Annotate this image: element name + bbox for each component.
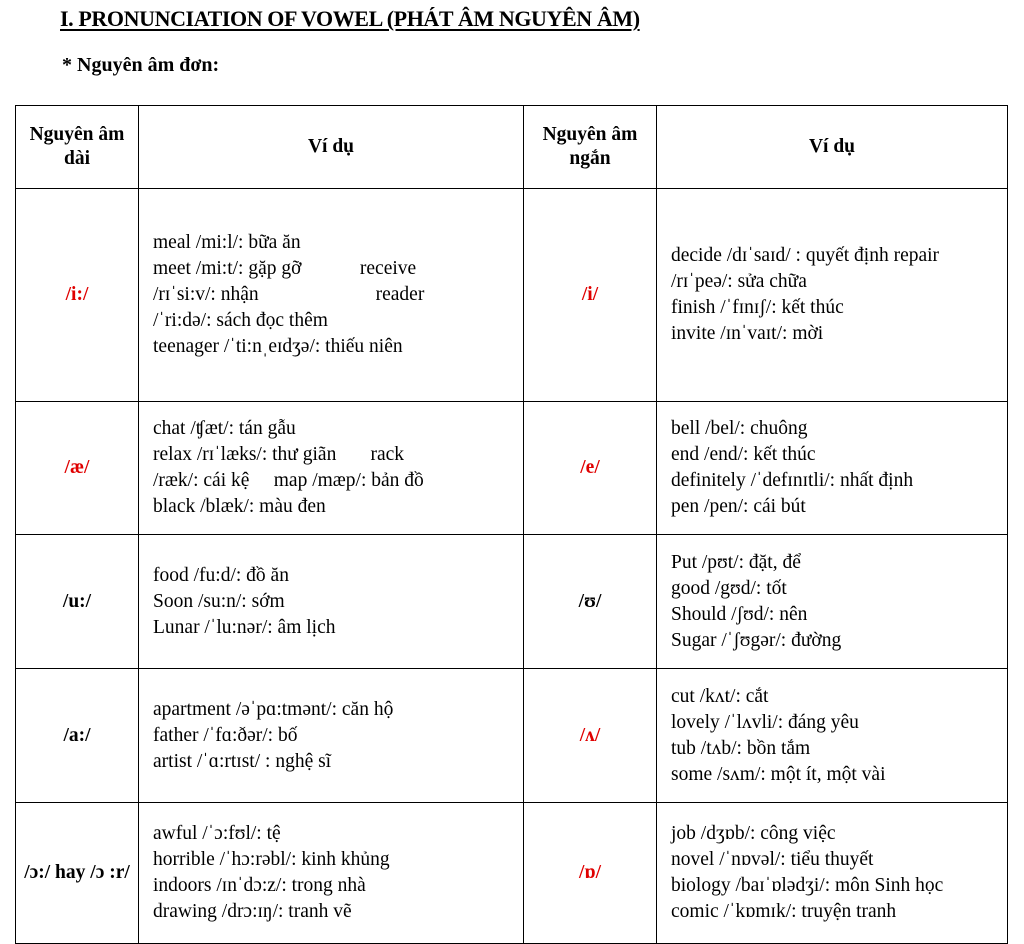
example-line: father /ˈfɑ:ðər/: bố — [153, 724, 298, 746]
example-line: food /fu:d/: đồ ăn — [153, 564, 289, 586]
example-line: teenager /ˈti:nˌeɪdʒə/: thiếu niên — [153, 336, 403, 357]
header-short-vowel: Nguyên âm ngắn — [524, 106, 657, 189]
long-vowel-cell: /æ/ — [16, 402, 139, 535]
example-line: /ˈri:də/: sách đọc thêm — [153, 310, 328, 331]
example-line: chat /ʧæt/: tán gẫu — [153, 418, 296, 439]
table-row — [16, 803, 1008, 944]
example-line: drawing /drɔ:ɪŋ/: tranh vẽ — [153, 901, 352, 922]
example-line: end /end/: kết thúc — [671, 444, 816, 465]
example-line: Put /pʊt/: đặt, để — [671, 551, 801, 573]
example-line: Sugar /ˈʃʊgər/: đường — [671, 629, 842, 651]
example-line: apartment /əˈpɑ:tmənt/: căn hộ — [153, 698, 394, 720]
example-line: novel /ˈnɒvəl/: tiểu thuyết — [671, 849, 874, 870]
table-header-row — [16, 106, 1008, 189]
short-examples-cell — [657, 803, 1008, 944]
short-examples-cell — [657, 402, 1008, 535]
long-vowel-cell: /u:/ — [16, 535, 139, 669]
table-row — [16, 669, 1008, 803]
header-examples-short: Ví dụ — [657, 106, 1008, 189]
vowel-table — [15, 105, 1008, 944]
example-line: job /dʒɒb/: công việc — [671, 823, 836, 844]
example-line: invite /ɪnˈvaɪt/: mời — [671, 323, 824, 344]
short-vowel-cell: /e/ — [524, 402, 657, 535]
header-long-vowel: Nguyên âm dài — [16, 106, 139, 189]
section-subheading: * Nguyên âm đơn: — [62, 54, 220, 76]
example-line: some /sʌm/: một ít, một vài — [671, 763, 886, 785]
example-line: /rɪˈpeə/: sửa chữa — [671, 271, 807, 292]
long-examples-cell — [139, 189, 524, 402]
example-line: good /gʊd/: tốt — [671, 577, 787, 599]
example-line: biology /baɪˈɒlədʒi/: môn Sinh học — [671, 875, 944, 896]
long-vowel-cell: /i:/ — [16, 189, 139, 402]
example-line: meet /mi:t/: gặp gỡ receive — [153, 258, 417, 279]
example-line: tub /tʌb/: bồn tắm — [671, 737, 811, 759]
example-line: meal /mi:l/: bữa ăn — [153, 232, 301, 253]
example-line: indoors /ɪnˈdɔ:z/: trong nhà — [153, 875, 366, 896]
page-heading: I. PRONUNCIATION OF VOWEL (PHÁT ÂM NGUYÊN ÂM) — [60, 6, 640, 31]
example-line: relax /rɪˈlæks/: thư giãn rack — [153, 444, 405, 465]
example-line: definitely /ˈdefɪnɪtli/: nhất định — [671, 470, 914, 491]
example-line: Should /ʃʊd/: nên — [671, 603, 808, 625]
example-line: horrible /ˈhɔ:rəbl/: kinh khủng — [153, 849, 390, 870]
example-line: artist /ˈɑ:rtɪst/ : nghệ sĩ — [153, 750, 332, 772]
example-line: Soon /su:n/: sớm — [153, 590, 285, 612]
example-line: awful /ˈɔ:fʊl/: tệ — [153, 823, 281, 844]
example-line: finish /ˈfɪnɪʃ/: kết thúc — [671, 297, 844, 318]
long-examples-cell — [139, 803, 524, 944]
long-examples-cell — [139, 402, 524, 535]
long-vowel-cell: /a:/ — [16, 669, 139, 803]
long-examples-cell — [139, 535, 524, 669]
example-line: /rɪˈsi:v/: nhận reader — [153, 284, 425, 305]
table-row — [16, 189, 1008, 402]
table-row — [16, 402, 1008, 535]
short-vowel-cell: /ɒ/ — [524, 803, 657, 944]
short-vowel-cell: /ʌ/ — [524, 669, 657, 803]
long-vowel-cell: /ɔ:/ hay /ɔ :r/ — [16, 803, 139, 944]
header-examples-long: Ví dụ — [139, 106, 524, 189]
short-examples-cell — [657, 189, 1008, 402]
short-vowel-cell: /i/ — [524, 189, 657, 402]
short-vowel-cell: /ʊ/ — [524, 535, 657, 669]
example-line: /ræk/: cái kệ map /mæp/: bản đồ — [153, 470, 424, 491]
example-line: pen /pen/: cái bút — [671, 496, 806, 517]
example-line: comic /ˈkɒmɪk/: truyện tranh — [671, 901, 897, 922]
short-examples-cell — [657, 535, 1008, 669]
long-examples-cell — [139, 669, 524, 803]
example-line: lovely /ˈlʌvli/: đáng yêu — [671, 711, 859, 733]
example-line: bell /bel/: chuông — [671, 418, 808, 439]
example-line: cut /kʌt/: cắt — [671, 685, 769, 707]
example-line: decide /dɪˈsaɪd/ : quyết định repair — [671, 245, 940, 266]
table-row — [16, 535, 1008, 669]
example-line: Lunar /ˈlu:nər/: âm lịch — [153, 616, 336, 638]
example-line: black /blæk/: màu đen — [153, 496, 326, 517]
short-examples-cell — [657, 669, 1008, 803]
